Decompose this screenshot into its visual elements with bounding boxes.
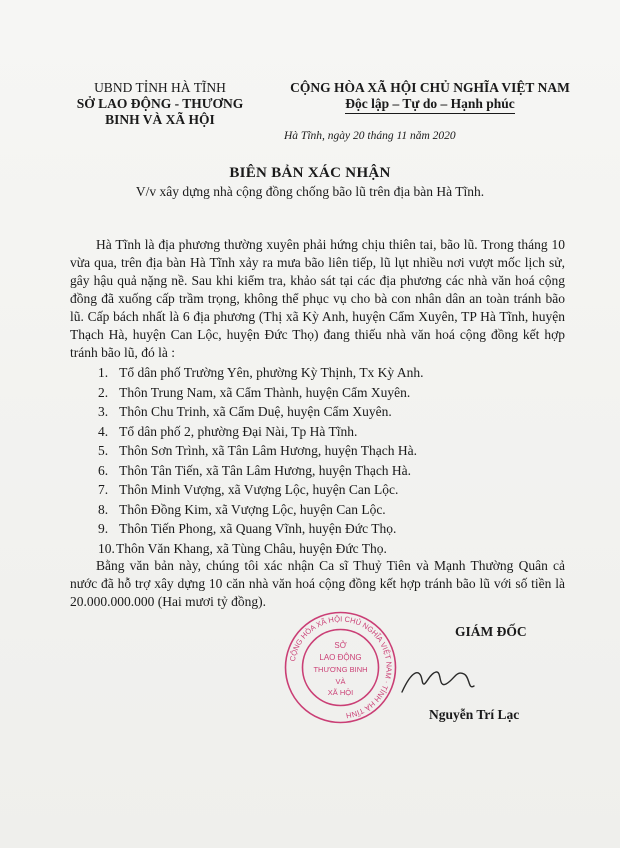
seal-line-5: XÃ HỘI (327, 688, 354, 697)
seal-line-1: SỞ (334, 641, 347, 650)
location-list (98, 363, 423, 558)
seal-line-3: THƯƠNG BINH (313, 665, 368, 674)
list-item-text: Thôn Đồng Kim, xã Vượng Lộc, huyện Can Lộc. (119, 501, 386, 517)
list-item-number: 2. (98, 384, 109, 400)
list-item (98, 402, 423, 422)
list-item-number: 4. (98, 423, 109, 439)
list-item-text: Thôn Chu Trinh, xã Cẩm Duệ, huyện Cẩm Xuyên. (119, 404, 392, 419)
list-item (98, 539, 423, 559)
list-item (98, 422, 423, 442)
agency-line-2: SỞ LAO ĐỘNG - THƯƠNG (76, 96, 244, 111)
list-item (98, 461, 423, 481)
national-header (280, 80, 580, 114)
list-item-text: Thôn Tiến Phong, xã Quang Vĩnh, huyện Đức Thọ. (119, 521, 397, 536)
signer-title: GIÁM ĐỐC (455, 624, 527, 639)
list-item-text: Thôn Văn Khang, xã Tùng Châu, huyện Đức Thọ. (116, 540, 387, 556)
list-item (98, 383, 423, 403)
list-item-text: Tổ dân phố Trường Yên, phường Kỳ Thịnh, Tx Kỳ Anh. (119, 365, 424, 380)
official-seal-icon (283, 610, 398, 725)
issuing-agency (60, 80, 260, 128)
list-item (98, 519, 423, 539)
seal-line-4: VÀ (335, 677, 346, 686)
list-item (98, 441, 423, 461)
nation-name: CỘNG HÒA XÃ HỘI CHỦ NGHĨA VIỆT NAM (290, 80, 570, 95)
agency-line-3: BINH VÀ XÃ HỘI (105, 112, 215, 127)
list-item-text: Thôn Minh Vượng, xã Vượng Lộc, huyện Can Lộc. (119, 482, 399, 497)
list-item-number: 9. (98, 521, 109, 536)
handwritten-signature-icon (398, 662, 478, 702)
body-paragraph-2: Bằng văn bản này, chúng tôi xác nhận Ca sĩ Thuỷ Tiên và Mạnh Thường Quân cả nước đã hỗ trợ xây dựng 10 căn nhà văn hoá cộng đồng kết hợp tránh bão lũ với số tiền là 20.000.000.000 (Hai mươi tỷ đồng). (70, 558, 565, 609)
list-item-number: 1. (98, 365, 109, 380)
signer-name: Nguyễn Trí Lạc (429, 707, 520, 722)
list-item-text: Thôn Tân Tiến, xã Tân Lâm Hương, huyện Thạch Hà. (119, 462, 412, 478)
list-item-number: 6. (98, 462, 109, 478)
agency-line-1: UBND TỈNH HÀ TĨNH (94, 80, 226, 95)
list-item-number: 3. (98, 404, 109, 419)
document-title: BIÊN BẢN XÁC NHẬN (229, 165, 391, 181)
list-item (98, 500, 423, 520)
list-item-number: 5. (98, 443, 109, 458)
list-item-number: 8. (98, 501, 109, 517)
body-paragraph-1: Hà Tĩnh là địa phương thường xuyên phải hứng chịu thiên tai, bão lũ. Trong tháng 10 vừa qua, trên địa bàn Hà Tĩnh xảy ra mưa bão liên tiếp, lũ lụt nhiều nơi vượt mốc lịch sử, gây hậu quả nặng nề. Sau khi kiểm tra, khảo sát tại các địa phương các nhà văn hoá cộng đồng đã xuống cấp trầm trọng, không thể phục vụ cho bà con nhân dân an toàn tránh bão lũ. Cấp bách nhất là 6 địa phương (Thị xã Kỳ Anh, huyện Cẩm Xuyên, TP Hà Tĩnh, huyện Thạch Hà, huyện Can Lộc, huyện Đức Thọ) đang thiếu nhà văn hoá cộng đồng kết hợp tránh bão lũ, đó là : (70, 237, 565, 360)
list-item-text: Thôn Sơn Trình, xã Tân Lâm Hương, huyện Thạch Hà. (119, 443, 417, 458)
nation-motto: Độc lập – Tự do – Hạnh phúc (345, 96, 515, 114)
seal-line-2: LAO ĐỘNG (319, 653, 362, 662)
list-item-text: Thôn Trung Nam, xã Cẩm Thành, huyện Cẩm Xuyên. (119, 384, 411, 400)
document-subject: V/v xây dựng nhà cộng đồng chống bão lũ trên địa bàn Hà Tĩnh. (135, 184, 485, 199)
dateline: Hà Tĩnh, ngày 20 tháng 11 năm 2020 (284, 130, 456, 142)
list-item (98, 480, 423, 500)
seal-ring-text: CỘNG HÒA XÃ HỘI CHỦ NGHĨA VIỆT NAM · TỈNH HÀ TĨNH (287, 614, 394, 721)
list-item (98, 363, 423, 383)
list-item-number: 10. (98, 540, 115, 556)
list-item-text: Tổ dân phố 2, phường Đại Nài, Tp Hà Tĩnh. (119, 423, 358, 439)
list-item-number: 7. (98, 482, 109, 497)
